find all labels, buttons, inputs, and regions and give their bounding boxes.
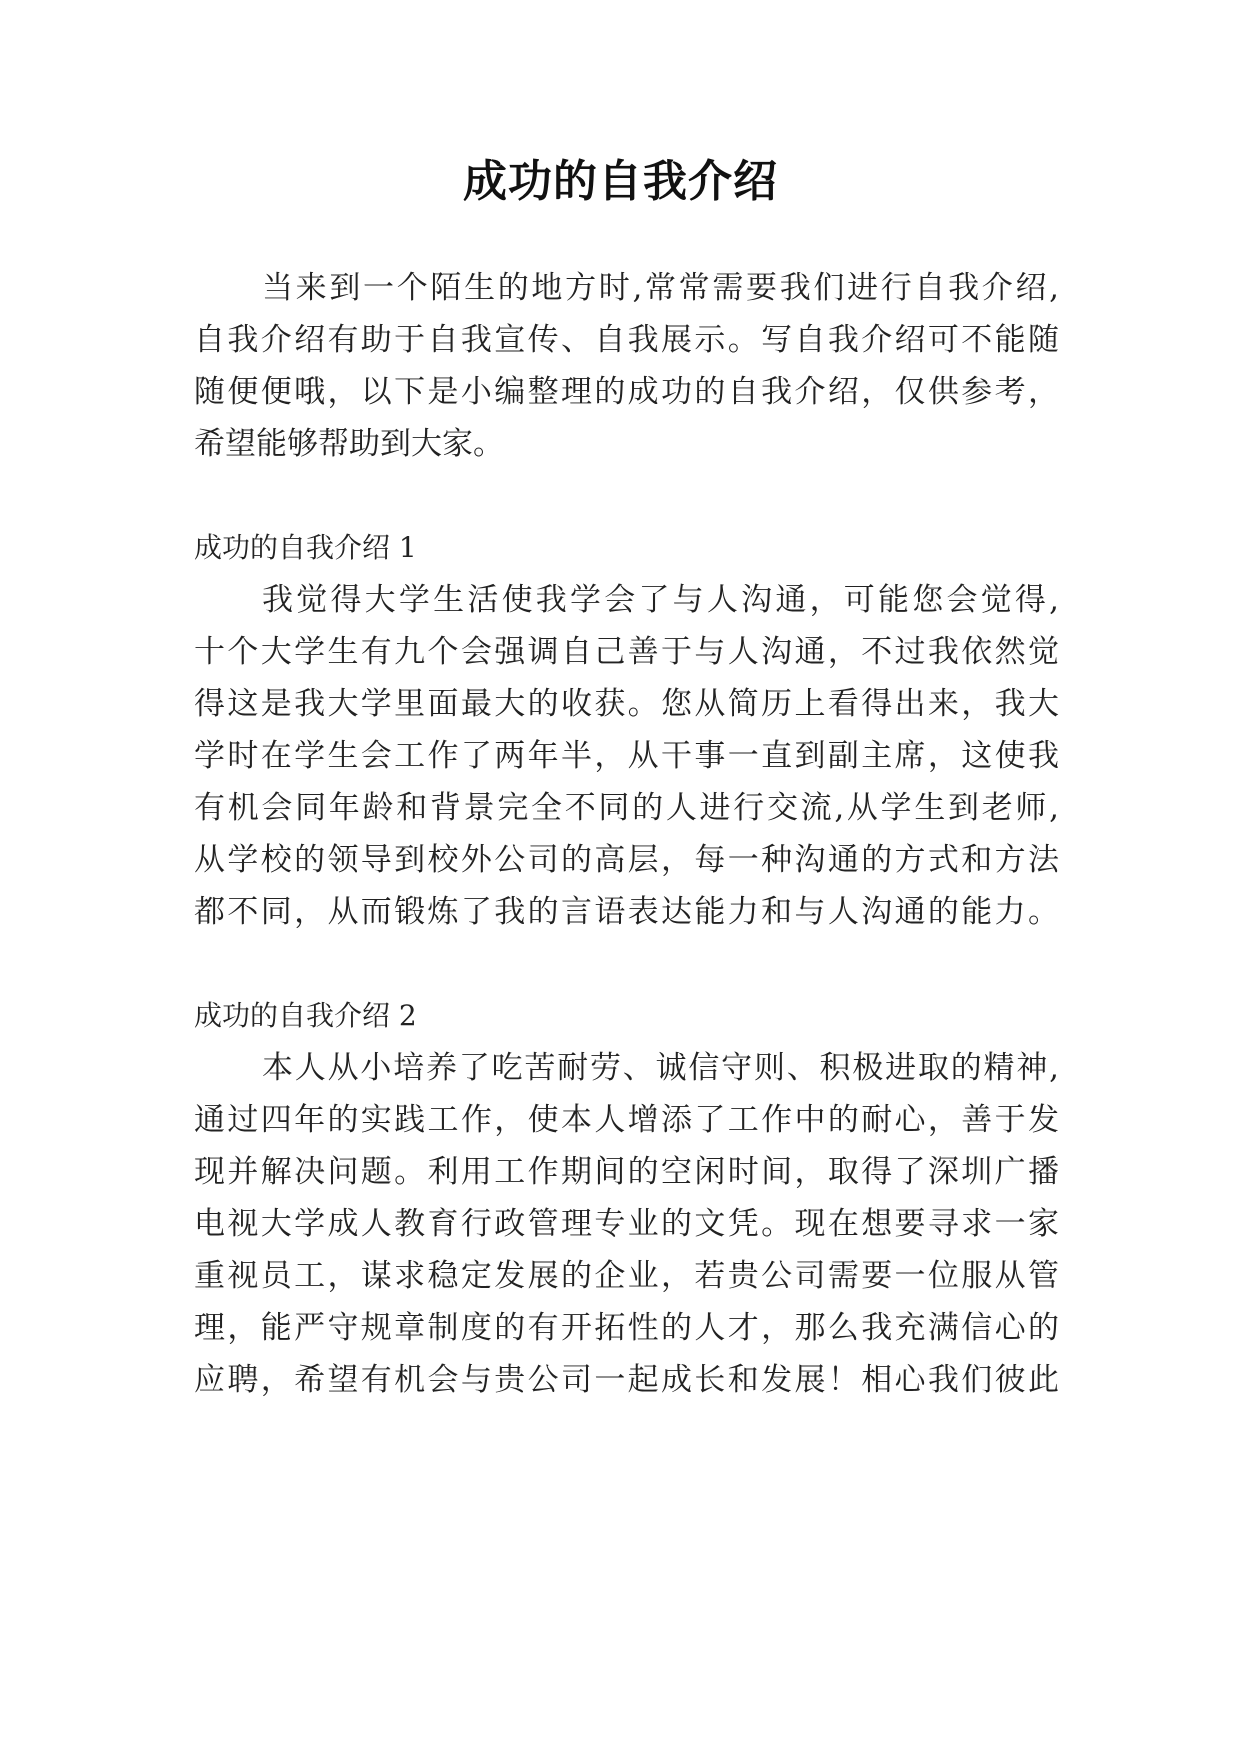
paragraph-line: 电视大学成人教育行政管理专业的文凭。现在想要寻求一家	[194, 1206, 1059, 1242]
paragraph-line: 本人从小培养了吃苦耐劳、诚信守则、积极进取的精神,	[262, 1050, 1059, 1086]
intro-line: 自我介绍有助于自我宣传、自我展示。写自我介绍可不能随	[194, 322, 1059, 358]
section-heading: 成功的自我介绍 2	[194, 999, 417, 1032]
paragraph-line: 我觉得大学生活使我学会了与人沟通，可能您会觉得,	[262, 582, 1059, 618]
document-title: 成功的自我介绍	[463, 156, 778, 207]
paragraph-line: 得这是我大学里面最大的收获。您从简历上看得出来，我大	[194, 686, 1059, 722]
paragraph-line: 通过四年的实践工作，使本人增添了工作中的耐心，善于发	[194, 1102, 1059, 1138]
section-heading: 成功的自我介绍 1	[194, 531, 417, 564]
intro-line: 希望能够帮助到大家。	[194, 426, 504, 462]
paragraph-line: 学时在学生会工作了两年半，从干事一直到副主席，这使我	[194, 738, 1059, 774]
paragraph-line: 都不同，从而锻炼了我的言语表达能力和与人沟通的能力。	[194, 894, 1059, 930]
paragraph-line: 有机会同年龄和背景完全不同的人进行交流,从学生到老师,	[194, 790, 1059, 826]
paragraph-line: 重视员工，谋求稳定发展的企业，若贵公司需要一位服从管	[194, 1258, 1059, 1294]
intro-line: 随便便哦，以下是小编整理的成功的自我介绍，仅供参考，	[194, 374, 1059, 410]
paragraph-line: 从学校的领导到校外公司的高层，每一种沟通的方式和方法	[194, 842, 1059, 878]
intro-line: 当来到一个陌生的地方时,常常需要我们进行自我介绍,	[262, 270, 1059, 306]
paragraph-line: 应聘，希望有机会与贵公司一起成长和发展！相心我们彼此	[194, 1362, 1059, 1398]
paragraph-line: 理，能严守规章制度的有开拓性的人才，那么我充满信心的	[194, 1310, 1059, 1346]
paragraph-line: 十个大学生有九个会强调自己善于与人沟通，不过我依然觉	[194, 634, 1059, 670]
paragraph-line: 现并解决问题。利用工作期间的空闲时间，取得了深圳广播	[194, 1154, 1059, 1190]
